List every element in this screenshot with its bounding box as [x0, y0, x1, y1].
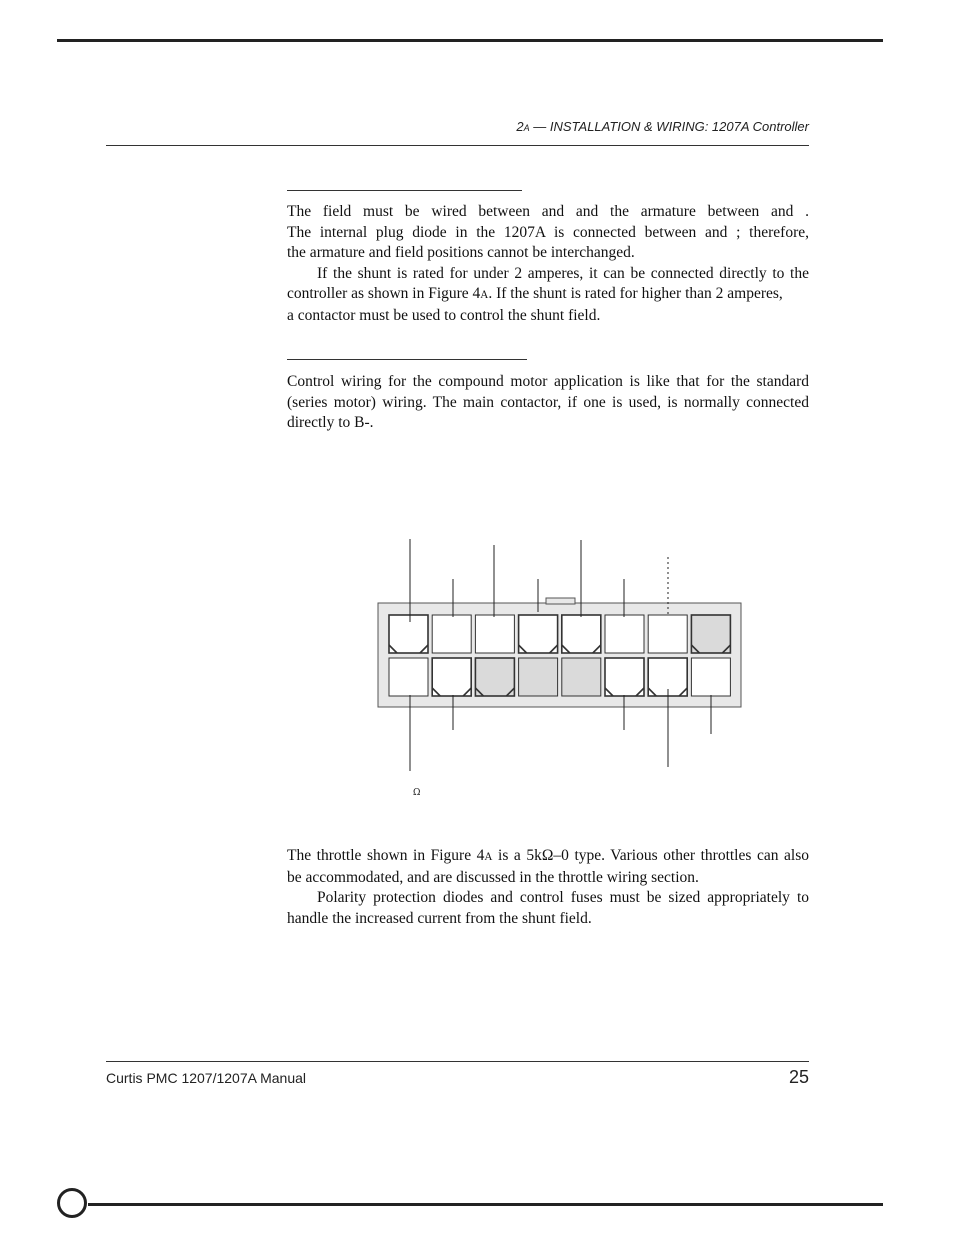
- text-span: controller as shown in Figure 4: [287, 285, 481, 302]
- running-header: [516, 119, 809, 134]
- page-number: 25: [788, 1067, 809, 1087]
- header-title: — INSTALLATION & WIRING: 1207A Controller: [529, 119, 809, 134]
- bottom-rule: [88, 1203, 883, 1206]
- connector-pin: [519, 615, 558, 653]
- connector-pin: [389, 658, 428, 696]
- text-span: is a 5kΩ–0 type. Various other throttles can also: [492, 847, 809, 864]
- section-heading-rule-1: [287, 190, 522, 191]
- text-span: The throttle shown in Figure 4: [287, 847, 485, 864]
- connector-pin: [648, 615, 687, 653]
- text-line: a contactor must be used to control the shunt field.: [287, 306, 601, 324]
- text-line: directly to B-.: [287, 414, 374, 431]
- connector-pin: [475, 658, 514, 696]
- connector-pin: [605, 658, 644, 696]
- connector-pin: [691, 615, 730, 653]
- ohm-label: Ω: [413, 788, 421, 798]
- section-number: 2: [516, 119, 524, 134]
- paragraph-throttle: [287, 846, 809, 929]
- connector-pin: [605, 615, 644, 653]
- text-line: [287, 284, 809, 306]
- text-line: Control wiring for the compound motor application is like that for the standard: [287, 373, 809, 390]
- text-line: handle the increased current from the shunt field.: [287, 909, 592, 927]
- paragraph-shunt-wiring: [287, 202, 809, 326]
- paragraph-control-wiring: [287, 372, 809, 434]
- text-line: be accommodated, and are discussed in the throttle wiring section.: [287, 868, 699, 886]
- section-suffix: A: [523, 123, 530, 133]
- text-span: . If the shunt is rated for higher than 2 amperes,: [488, 285, 783, 302]
- connector-key: [546, 598, 575, 604]
- top-rule: [57, 39, 883, 42]
- connector-pin: [691, 658, 730, 696]
- text-line: [287, 846, 809, 868]
- connector-pin: [519, 658, 558, 696]
- connector-pin: [562, 658, 601, 696]
- footer-rule: [106, 1061, 809, 1062]
- footer-title: Curtis PMC 1207/1207A Manual: [106, 1070, 306, 1086]
- corner-circle: [57, 1188, 87, 1218]
- connector-pin: [432, 658, 471, 696]
- connector-pin: [389, 615, 428, 653]
- header-rule: [106, 145, 809, 146]
- section-heading-rule-2: [287, 359, 527, 360]
- text-line: The field must be wired between and and the armature between and .: [287, 203, 809, 220]
- text-line: the armature and field positions cannot be interchanged.: [287, 244, 635, 261]
- text-line: If the shunt is rated for under 2 amperes, it can be connected directly to the: [317, 264, 809, 282]
- text-line: Polarity protection diodes and control fuses must be sized appropriately to: [317, 889, 809, 906]
- text-line: The internal plug diode in the 1207A is connected between and ; therefore,: [287, 223, 809, 241]
- figure-suffix: A: [484, 851, 493, 863]
- connector-pin: [562, 615, 601, 653]
- connector-pin: [432, 615, 471, 653]
- text-line: (series motor) wiring. The main contactor, if one is used, is normally connected: [287, 393, 809, 411]
- connector-pin: [475, 615, 514, 653]
- figure-suffix: A: [480, 289, 489, 301]
